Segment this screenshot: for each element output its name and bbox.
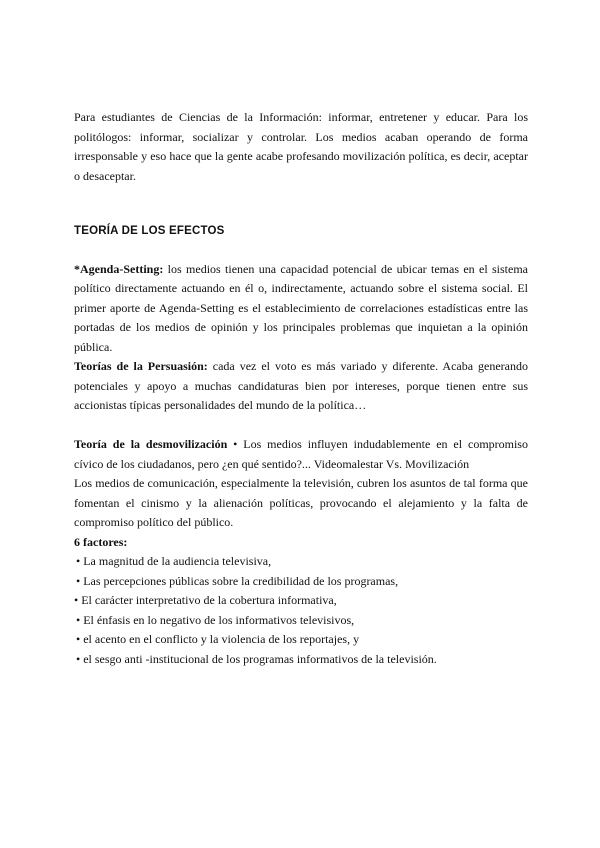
factors-title-line [74,533,528,553]
factor-item: • La magnitud de la audiencia televisiva, [76,554,272,568]
agenda-setting-text: los medios tienen una capacidad potencial de ubicar temas en el sistema político directamente actuando en él o, indirectamente, actuando sobre el sistema social. El primer aporte de Agenda-Setting es el establecimiento de correlaciones estadísticas entre las portadas de los medios de opinión y los principales problemas que inquietan a la opinión pública. [74,261,528,354]
persuasion-paragraph [74,357,528,416]
factor-item: • El carácter interpretativo de la cobertura informativa, [74,593,337,607]
desmovilizacion-text: • Los medios influyen indudablemente en el compromiso cívico de los ciudadanos, pero ¿en qué sentido?... Videomalestar Vs. Movilización [74,437,528,471]
persuasion-text: cada vez el voto es más variado y diferente. Acaba generando potenciales y apoyo a muchas candidaturas bien por intereses, porque tienen entre sus accionistas típicas personalidades del mundo de la política… [74,359,528,412]
desmovilizacion-term: Teoría de la desmovilización [74,437,228,451]
agenda-setting-paragraph [74,260,528,358]
intro-paragraph: Para estudiantes de Ciencias de la Información: informar, entretener y educar. Para los politólogos: informar, socializar y controlar. Los medios acaban operando de forma irresponsable y eso hace que la gente acabe profesando movilización política, es decir, aceptar o desaceptar. [74,110,528,183]
agenda-setting-term: *Agenda-Setting: [74,261,164,276]
persuasion-term: Teorías de la Persuasión: [74,359,208,373]
factors-list [74,552,528,669]
factor-item: • el sesgo anti -institucional de los programas informativos de la televisión. [76,651,437,666]
factor-item: • El énfasis en lo negativo de los informativos televisivos, [76,612,355,627]
desmovilizacion-body: Los medios de comunicación, especialmente la televisión, cubren los asuntos de tal forma que fomentan el cinismo y la alienación políticas, provocando el alejamiento y la falta de compromiso político del público. [74,476,528,529]
document-content [74,108,528,669]
paragraph-gap [74,416,528,436]
factor-item: • Las percepciones públicas sobre la credibilidad de los programas, [76,573,399,588]
factor-item: • el acento en el conflicto y la violencia de los reportajes, y [76,632,360,646]
section-heading: TEORÍA DE LOS EFECTOS [74,225,225,237]
desmovilizacion-paragraph [74,435,528,474]
factors-title: 6 factores: [74,534,128,549]
